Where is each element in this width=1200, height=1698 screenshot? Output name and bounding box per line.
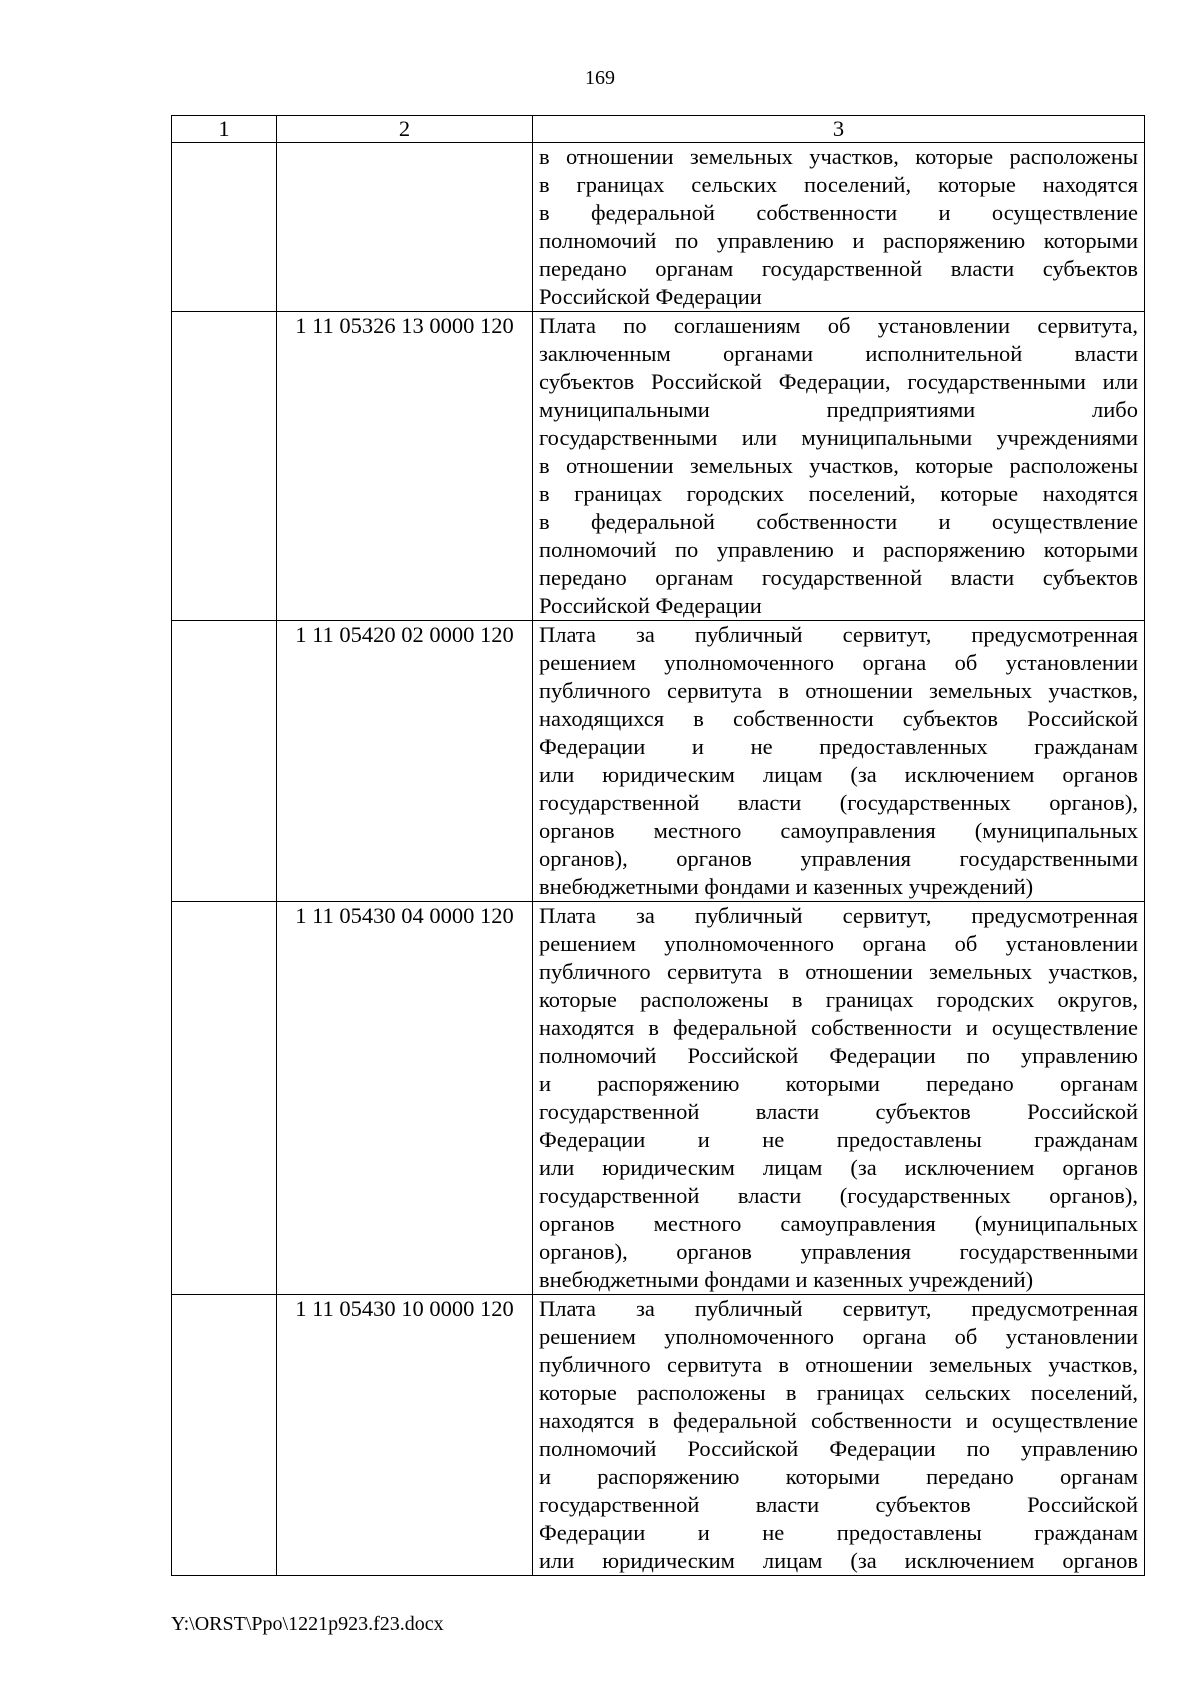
- description-line: государственной власти (государственных органов),: [539, 1183, 1138, 1208]
- table-row: [172, 312, 1145, 621]
- document-table: [171, 115, 1145, 1576]
- description-line: в границах городских поселений, которые находятся: [539, 481, 1138, 506]
- description-line: Плата за публичный сервитут, предусмотренная: [539, 903, 1138, 928]
- description-line: или юридическим лицам (за исключением органов: [539, 762, 1138, 787]
- income-code-cell: 1 11 05430 10 0000 120: [277, 1295, 533, 1576]
- description-line: муниципальными предприятиями либо: [539, 397, 1138, 422]
- description-cell: [533, 312, 1145, 621]
- cell-column-1: [172, 312, 277, 621]
- description-line: субъектов Российской Федерации, государственными или: [539, 369, 1138, 394]
- description-line: в федеральной собственности и осуществление: [539, 200, 1138, 225]
- description-line: публичного сервитута в отношении земельных участков,: [539, 678, 1138, 703]
- description-line: полномочий по управлению и распоряжению которыми: [539, 228, 1138, 253]
- description-line: или юридическим лицам (за исключением органов: [539, 1548, 1138, 1573]
- description-line: в отношении земельных участков, которые расположены: [539, 144, 1138, 169]
- description-line: в федеральной собственности и осуществление: [539, 509, 1138, 534]
- description-line: передано органам государственной власти субъектов: [539, 565, 1138, 590]
- description-line: полномочий Российской Федерации по управлению: [539, 1436, 1138, 1461]
- description-line: Плата за публичный сервитут, предусмотренная: [539, 1296, 1138, 1321]
- column-header-3: 3: [533, 116, 1145, 143]
- income-code-cell: 1 11 05326 13 0000 120: [277, 312, 533, 621]
- income-code-cell: 1 11 05430 04 0000 120: [277, 902, 533, 1295]
- description-line: внебюджетными фондами и казенных учреждений): [539, 1267, 1034, 1292]
- description-line: органов), органов управления государственными: [539, 846, 1138, 871]
- description-line: Российской Федерации: [539, 593, 762, 618]
- description-line: в отношении земельных участков, которые расположены: [539, 453, 1138, 478]
- column-header-2: 2: [277, 116, 533, 143]
- column-header-1: 1: [172, 116, 277, 143]
- cell-column-1: [172, 621, 277, 902]
- income-code-cell: 1 11 05420 02 0000 120: [277, 621, 533, 902]
- description-line: органов местного самоуправления (муниципальных: [539, 818, 1138, 843]
- description-line: находятся в федеральной собственности и осуществление: [539, 1015, 1138, 1040]
- description-cell: [533, 1295, 1145, 1576]
- description-cell: [533, 143, 1145, 312]
- description-line: решением уполномоченного органа об установлении: [539, 650, 1138, 675]
- description-line: в границах сельских поселений, которые находятся: [539, 172, 1138, 197]
- description-cell: [533, 902, 1145, 1295]
- description-line: государственной власти субъектов Российской: [539, 1099, 1138, 1124]
- description-line: передано органам государственной власти субъектов: [539, 256, 1138, 281]
- table-header-row: [172, 116, 1145, 143]
- description-line: и распоряжению которыми передано органам: [539, 1464, 1138, 1489]
- description-line: внебюджетными фондами и казенных учреждений): [539, 874, 1034, 899]
- description-line: публичного сервитута в отношении земельных участков,: [539, 1352, 1138, 1377]
- description-line: находящихся в собственности субъектов Российской: [539, 706, 1138, 731]
- description-line: полномочий по управлению и распоряжению которыми: [539, 537, 1138, 562]
- description-line: решением уполномоченного органа об установлении: [539, 1324, 1138, 1349]
- description-line: которые расположены в границах городских округов,: [539, 987, 1138, 1012]
- table-row: [172, 902, 1145, 1295]
- description-line: публичного сервитута в отношении земельных участков,: [539, 959, 1138, 984]
- description-line: Федерации и не предоставленных гражданам: [539, 734, 1138, 759]
- description-line: полномочий Российской Федерации по управлению: [539, 1043, 1138, 1068]
- description-line: государственной власти (государственных органов),: [539, 790, 1138, 815]
- table-row: [172, 143, 1145, 312]
- file-path-footer: Y:\ORST\Ppo\1221p923.f23.docx: [171, 1613, 444, 1635]
- description-line: и распоряжению которыми передано органам: [539, 1071, 1138, 1096]
- description-line: Федерации и не предоставлены гражданам: [539, 1520, 1138, 1545]
- description-cell: [533, 621, 1145, 902]
- description-line: органов местного самоуправления (муниципальных: [539, 1211, 1138, 1236]
- table-row: [172, 621, 1145, 902]
- description-line: Российской Федерации: [539, 284, 762, 309]
- description-line: Плата за публичный сервитут, предусмотренная: [539, 622, 1138, 647]
- table-row: [172, 1295, 1145, 1576]
- description-line: государственными или муниципальными учреждениями: [539, 425, 1138, 450]
- description-line: Федерации и не предоставлены гражданам: [539, 1127, 1138, 1152]
- cell-column-1: [172, 143, 277, 312]
- description-line: решением уполномоченного органа об установлении: [539, 931, 1138, 956]
- description-line: заключенным органами исполнительной власти: [539, 341, 1138, 366]
- description-line: или юридическим лицам (за исключением органов: [539, 1155, 1138, 1180]
- description-line: государственной власти субъектов Российской: [539, 1492, 1138, 1517]
- cell-column-1: [172, 1295, 277, 1576]
- description-line: которые расположены в границах сельских поселений,: [539, 1380, 1138, 1405]
- description-line: органов), органов управления государственными: [539, 1239, 1138, 1264]
- cell-column-1: [172, 902, 277, 1295]
- description-line: находятся в федеральной собственности и осуществление: [539, 1408, 1138, 1433]
- table-body: [172, 143, 1145, 1576]
- income-code-cell: [277, 143, 533, 312]
- page-number: 169: [585, 67, 615, 89]
- description-line: Плата по соглашениям об установлении сервитута,: [539, 313, 1138, 338]
